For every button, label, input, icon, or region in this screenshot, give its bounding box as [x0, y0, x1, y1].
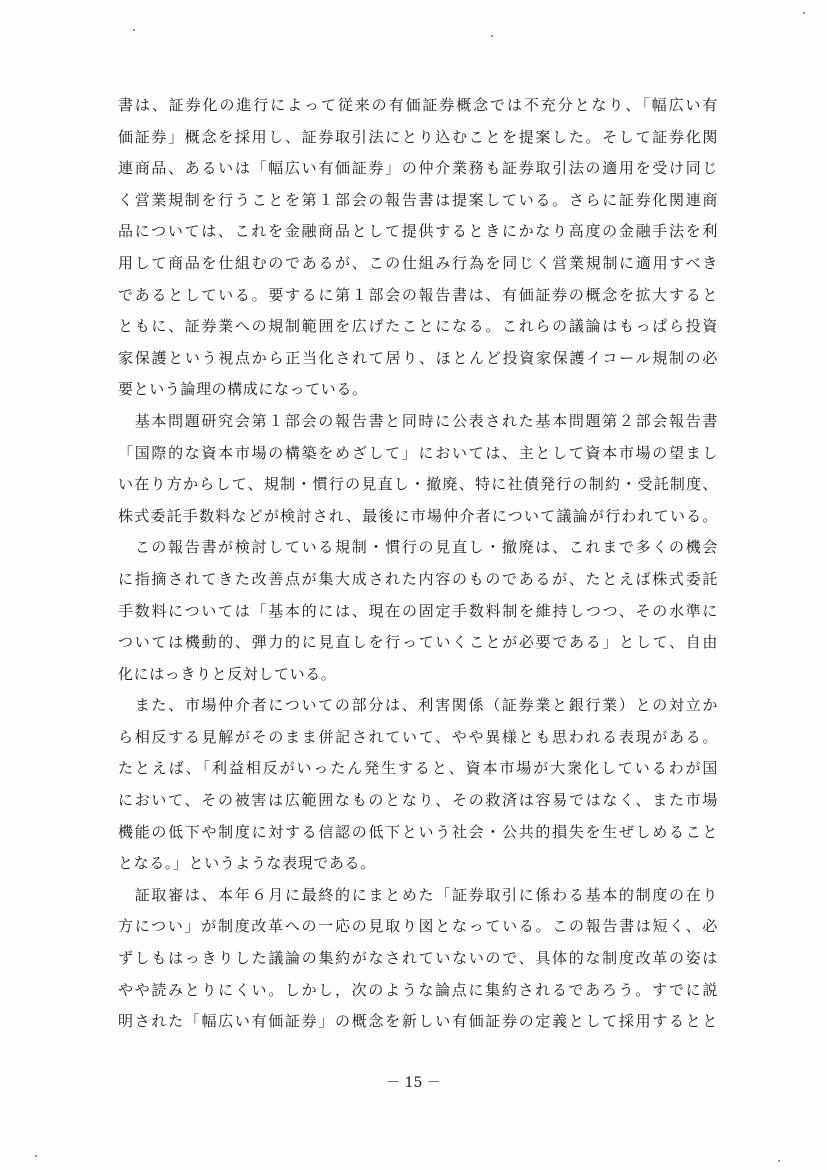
text-line: 要という論理の構成になっている。	[118, 380, 368, 399]
scan-speck	[778, 1160, 780, 1162]
page-number: － 15 －	[386, 1075, 441, 1091]
text-line: ついては機動的、弾力的に見直しを行っていくことが必要である」として、自由	[118, 633, 718, 652]
text-line: において、その被害は広範囲なものとなり、その救済は容易ではなく、また市場	[118, 791, 718, 810]
text-line: ともに、証券業への規制範囲を広げたことになる。これらの議論はもっぱら投資	[118, 317, 718, 336]
text-line: ら相反する見解がそのまま併記されていて、やや異様とも思われる表現がある。	[118, 727, 718, 746]
text-line: 書は、証券化の進行によって従来の有価証券概念では不充分となり、「幅広い有	[118, 96, 718, 114]
text-line: に指摘されてきた改善点が集大成された内容のものであるが、たとえば株式委託	[118, 569, 718, 588]
scan-speck	[133, 29, 135, 31]
text-line: となる。」というような表現である。	[118, 854, 376, 873]
text-line: 基本問題研究会第１部会の報告書と同時に公表された基本問題第２部会報告書	[118, 411, 718, 430]
scan-speck	[35, 1155, 37, 1157]
text-line: 「国際的な資本市場の構築をめざして」においては、主として資本市場の望まし	[118, 443, 718, 462]
text-line: ずしもはっきりした議論の集約がなされていないので、具体的な制度改革の姿は	[118, 949, 718, 968]
scan-speck	[491, 35, 493, 37]
text-line: 価証券」概念を採用し、証券取引法にとり込むことを提案した。そして証券化関	[118, 127, 718, 146]
body-text	[118, 90, 718, 1038]
text-line: 機能の低下や制度に対する信認の低下という社会・公共的損失を生ぜしめること	[118, 822, 718, 841]
text-line: また、市場仲介者についての部分は、利害関係（証券業と銀行業）との対立か	[118, 696, 718, 715]
text-line: 連商品、あるいは「幅広い有価証券」の仲介業務も証券取引法の適用を受け同じ	[118, 159, 718, 178]
scan-speck	[803, 12, 805, 14]
text-line: 証取審は、本年６月に最終的にまとめた「証券取引に係わる基本的制度の在り	[118, 885, 718, 904]
text-line: やや読みとりにくい。しかし，次のような論点に集約されるであろう。すでに説	[118, 980, 718, 999]
text-line: 用して商品を仕組むのであるが、この仕組み行為を同じく営業規制に適用すべき	[118, 253, 718, 272]
text-line: い在り方からして、規制・慣行の見直し・撤廃、特に社債発行の制約・受託制度、	[118, 475, 718, 494]
text-line: 明された「幅広い有価証券」の概念を新しい有価証券の定義として採用するとと	[118, 1012, 718, 1031]
text-line: 化にはっきりと反対している。	[118, 664, 337, 683]
text-line: この報告書が検討している規制・慣行の見直し・撤廃は、これまで多くの機会	[118, 538, 718, 557]
text-line: 株式委託手数料などが検討され、最後に市場仲介者について議論が行われている。	[118, 506, 718, 525]
text-line: 品については、これを金融商品として提供するときにかなり高度の金融手法を利	[118, 222, 718, 241]
text-line: く営業規制を行うことを第１部会の報告書は提案している。さらに証券化関連商	[118, 190, 718, 209]
text-line: 手数料については「基本的には、現在の固定手数料制を維持しつつ、その水準に	[118, 601, 718, 620]
text-line: 家保護という視点から正当化されて居り、ほとんど投資家保護イコール規制の必	[118, 348, 718, 367]
text-line: 方につい」が制度改革への一応の見取り図となっている。この報告書は短く、必	[118, 917, 718, 936]
text-line: であるとしている。要するに第１部会の報告書は、有価証券の概念を拡大すると	[118, 285, 718, 304]
text-line: たとえば、「利益相反がいったん発生すると、資本市場が大衆化しているわが国	[118, 759, 718, 778]
